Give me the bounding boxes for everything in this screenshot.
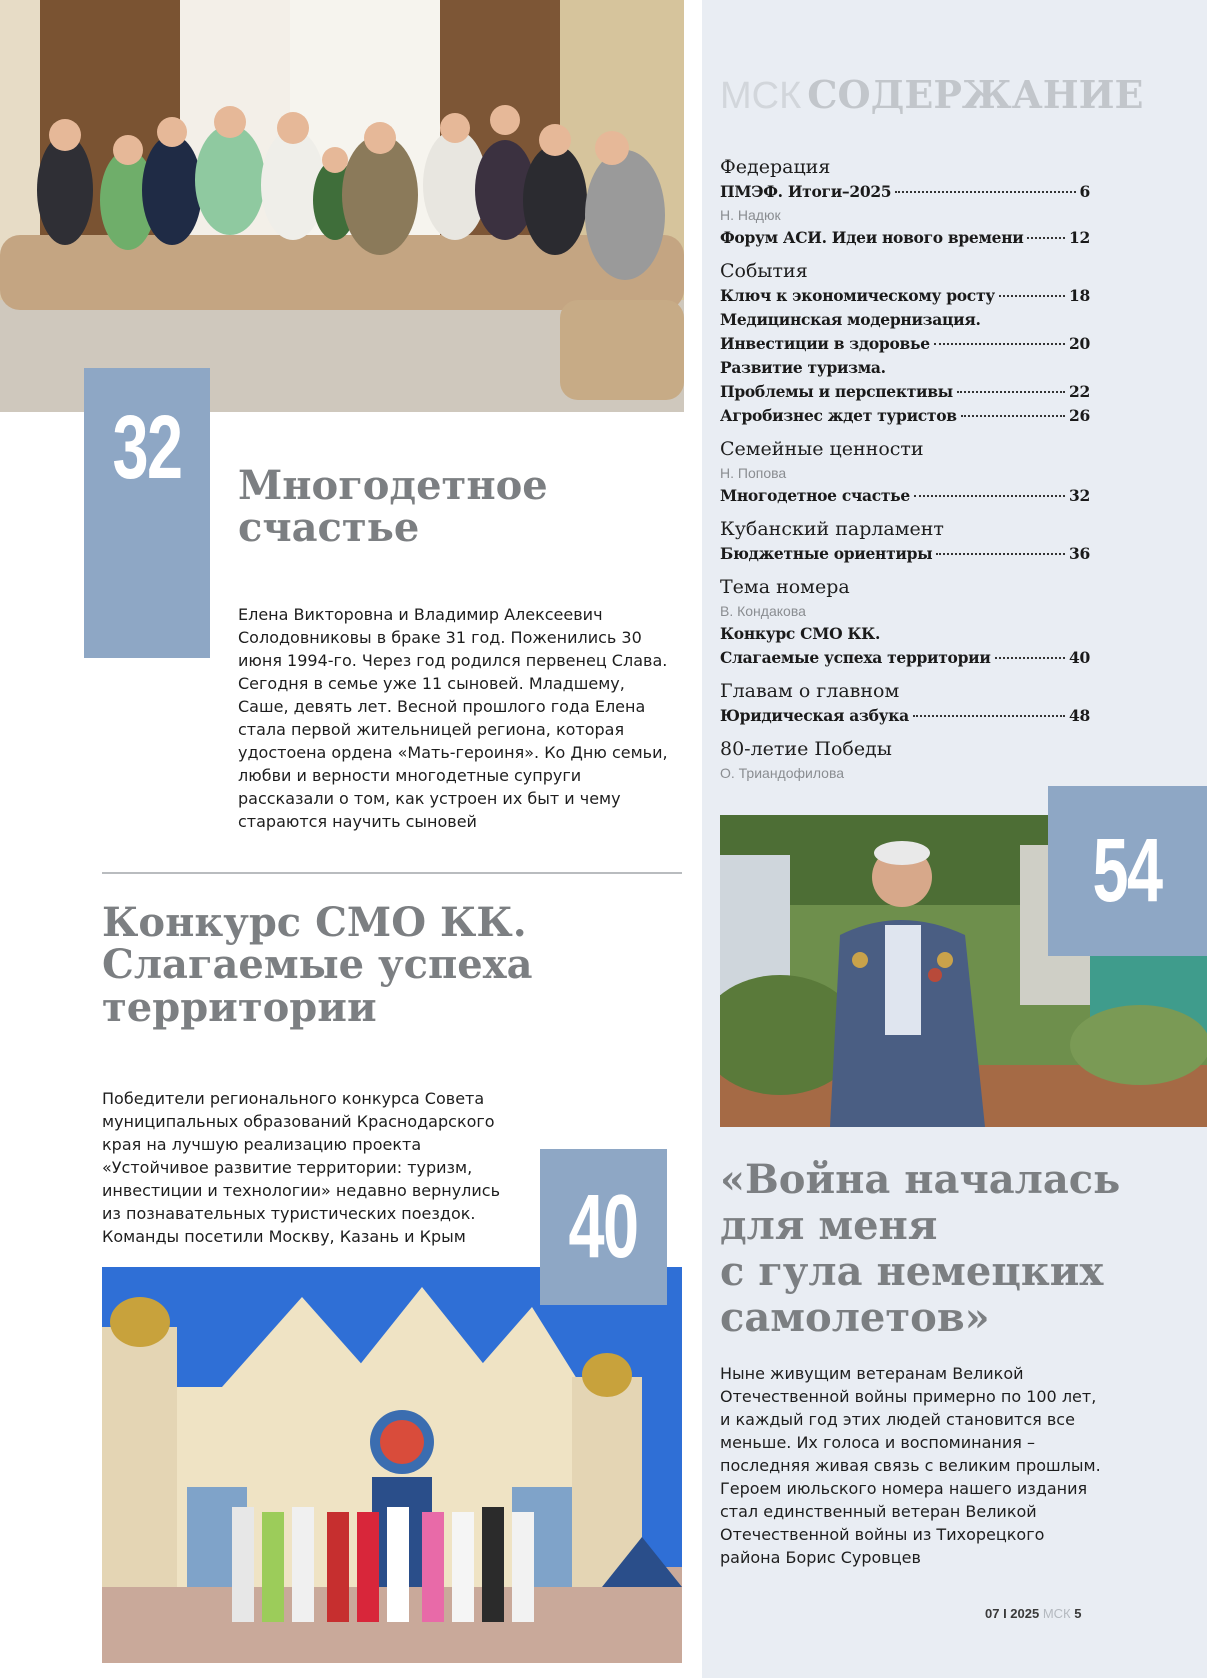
toc-entry-page: 40 xyxy=(1069,648,1090,667)
toc-entry-title: Юридическая азбука xyxy=(720,706,909,725)
table-of-contents xyxy=(720,154,1090,784)
toc-entry[interactable] xyxy=(720,704,1090,728)
contest-article-lead: Победители регионального конкурса Совета муниципальных образований Краснодарского края на лучшую реализацию проекта «Устойчивое развитие территории: туризм, инвестиции и технологии» недавно вернулись из познавательных туристических поездок. Команды посетили Москву, Казань и Крым xyxy=(102,1089,501,1246)
puppet-theatre-photo xyxy=(102,1267,682,1663)
toc-entry-title: Конкурс СМО КК. xyxy=(720,624,881,643)
toc-entry-title: Бюджетные ориентиры xyxy=(720,544,933,563)
toc-entry-page: 18 xyxy=(1069,286,1090,305)
toc-entry[interactable] xyxy=(720,542,1090,566)
page-number: 40 xyxy=(568,1177,639,1277)
toc-entry-page: 6 xyxy=(1079,182,1090,201)
contents-title: СОДЕРЖАНИЕ xyxy=(807,72,1144,117)
title-line: «Война началась xyxy=(720,1156,1121,1203)
dot-leader xyxy=(913,715,1065,717)
page-footer xyxy=(985,1606,1082,1621)
toc-entry-page: 20 xyxy=(1069,334,1090,353)
title-line: с гула немецких xyxy=(720,1248,1104,1295)
contents-heading xyxy=(720,72,1143,118)
toc-entry[interactable] xyxy=(720,404,1090,428)
war-article-title[interactable] xyxy=(720,1157,1200,1341)
toc-entry-title: ПМЭФ. Итоги–2025 xyxy=(720,182,892,201)
toc-section-title: Федерация xyxy=(720,156,831,178)
title-line: территории xyxy=(102,983,377,1031)
page-number-box-40 xyxy=(540,1149,667,1305)
dot-leader xyxy=(895,191,1075,193)
toc-entry[interactable] xyxy=(720,380,1090,404)
dot-leader xyxy=(961,415,1065,417)
dot-leader xyxy=(934,343,1065,345)
contest-article-title[interactable] xyxy=(102,899,662,1031)
dot-leader xyxy=(995,657,1065,659)
toc-section-title: События xyxy=(720,260,808,282)
toc-entry[interactable] xyxy=(720,646,1090,670)
toc-entry[interactable] xyxy=(720,332,1090,356)
family-photo xyxy=(0,0,684,412)
toc-entry-page: 48 xyxy=(1069,706,1090,725)
toc-author: О. Триандофилова xyxy=(720,765,845,781)
dot-leader xyxy=(957,391,1065,393)
page-number: 32 xyxy=(112,398,182,498)
family-article-lead: Елена Викторовна и Владимир Алексеевич Солодовниковы в браке 31 год. Поженились 30 июня 1994-го. Через год родился первенец Слава. Сегодня в семье уже 11 сыновей. Младшему, Саше, девять лет. Весной прошлого года Елена стала первой жительницей региона, которая удостоена ордена «Мать-героиня». Ко Дню семьи, любви и верности многодетные супруги рассказали о том, как устроен их быт и чему стараются научить сыновей xyxy=(238,605,668,831)
toc-entry-title: Слагаемые успеха территории xyxy=(720,648,991,667)
toc-entry[interactable] xyxy=(720,308,1090,332)
toc-entry-page: 36 xyxy=(1069,544,1090,563)
dot-leader xyxy=(1027,237,1065,239)
toc-entry-title: Форум АСИ. Идеи нового времени xyxy=(720,228,1024,247)
section-divider xyxy=(102,872,682,874)
magazine-logo: МСК xyxy=(720,75,802,117)
family-article-title[interactable] xyxy=(238,462,678,552)
war-article-lead: Ныне живущим ветеранам Великой Отечественной войны примерно по 100 лет, и каждый год этих людей становится все меньше. Их голоса и воспоминания – последняя живая связь с великим прошлым. Героем июльского номера нашего издания стал единственный ветеран Великой Отечественной войны из Тихорецкого района Борис Суровцев xyxy=(720,1364,1101,1567)
toc-entry-title: Ключ к экономическому росту xyxy=(720,286,995,305)
toc-entry-page: 26 xyxy=(1069,406,1090,425)
title-line: Слагаемые успеха xyxy=(102,941,533,989)
toc-entry[interactable] xyxy=(720,484,1090,508)
title-line: самолетов» xyxy=(720,1294,990,1341)
toc-entry-title: Проблемы и перспективы xyxy=(720,382,953,401)
toc-entry[interactable] xyxy=(720,180,1090,204)
toc-section-title: 80-летие Победы xyxy=(720,738,892,760)
toc-entry[interactable] xyxy=(720,622,1090,646)
toc-author: Н. Попова xyxy=(720,465,787,481)
toc-entry-page: 32 xyxy=(1069,486,1090,505)
toc-section-title: Главам о главном xyxy=(720,680,900,702)
title-line: Многодетное xyxy=(238,462,548,509)
dot-leader xyxy=(914,495,1065,497)
page-number: 54 xyxy=(1092,821,1163,921)
toc-entry[interactable] xyxy=(720,226,1090,250)
footer-magazine-logo: МСК xyxy=(1042,1606,1071,1621)
toc-entry-title: Развитие туризма. xyxy=(720,358,886,377)
page-number-footer: 5 xyxy=(1074,1606,1082,1621)
toc-entry[interactable] xyxy=(720,356,1090,380)
toc-entry-title: Инвестиции в здоровье xyxy=(720,334,930,353)
toc-section-title: Семейные ценности xyxy=(720,438,924,460)
toc-section-title: Тема номера xyxy=(720,576,850,598)
title-line: Конкурс СМО КК. xyxy=(102,899,527,946)
toc-entry-title: Многодетное счастье xyxy=(720,486,910,505)
toc-entry-title: Медицинская модернизация. xyxy=(720,310,981,329)
toc-section-title: Кубанский парламент xyxy=(720,518,944,540)
page-number-box-32 xyxy=(84,368,210,658)
toc-entry[interactable] xyxy=(720,284,1090,308)
title-line: для меня xyxy=(720,1202,938,1249)
title-line: счастье xyxy=(238,504,420,552)
issue-date: 07 I 2025 xyxy=(985,1606,1040,1621)
toc-entry-page: 22 xyxy=(1069,382,1090,401)
toc-author: Н. Надюк xyxy=(720,207,781,223)
dot-leader xyxy=(936,553,1065,555)
toc-entry-page: 12 xyxy=(1069,228,1090,247)
toc-entry-title: Агробизнес ждет туристов xyxy=(720,406,957,425)
dot-leader xyxy=(999,295,1065,297)
page-number-box-54 xyxy=(1048,786,1207,956)
toc-author: В. Кондакова xyxy=(720,603,806,619)
